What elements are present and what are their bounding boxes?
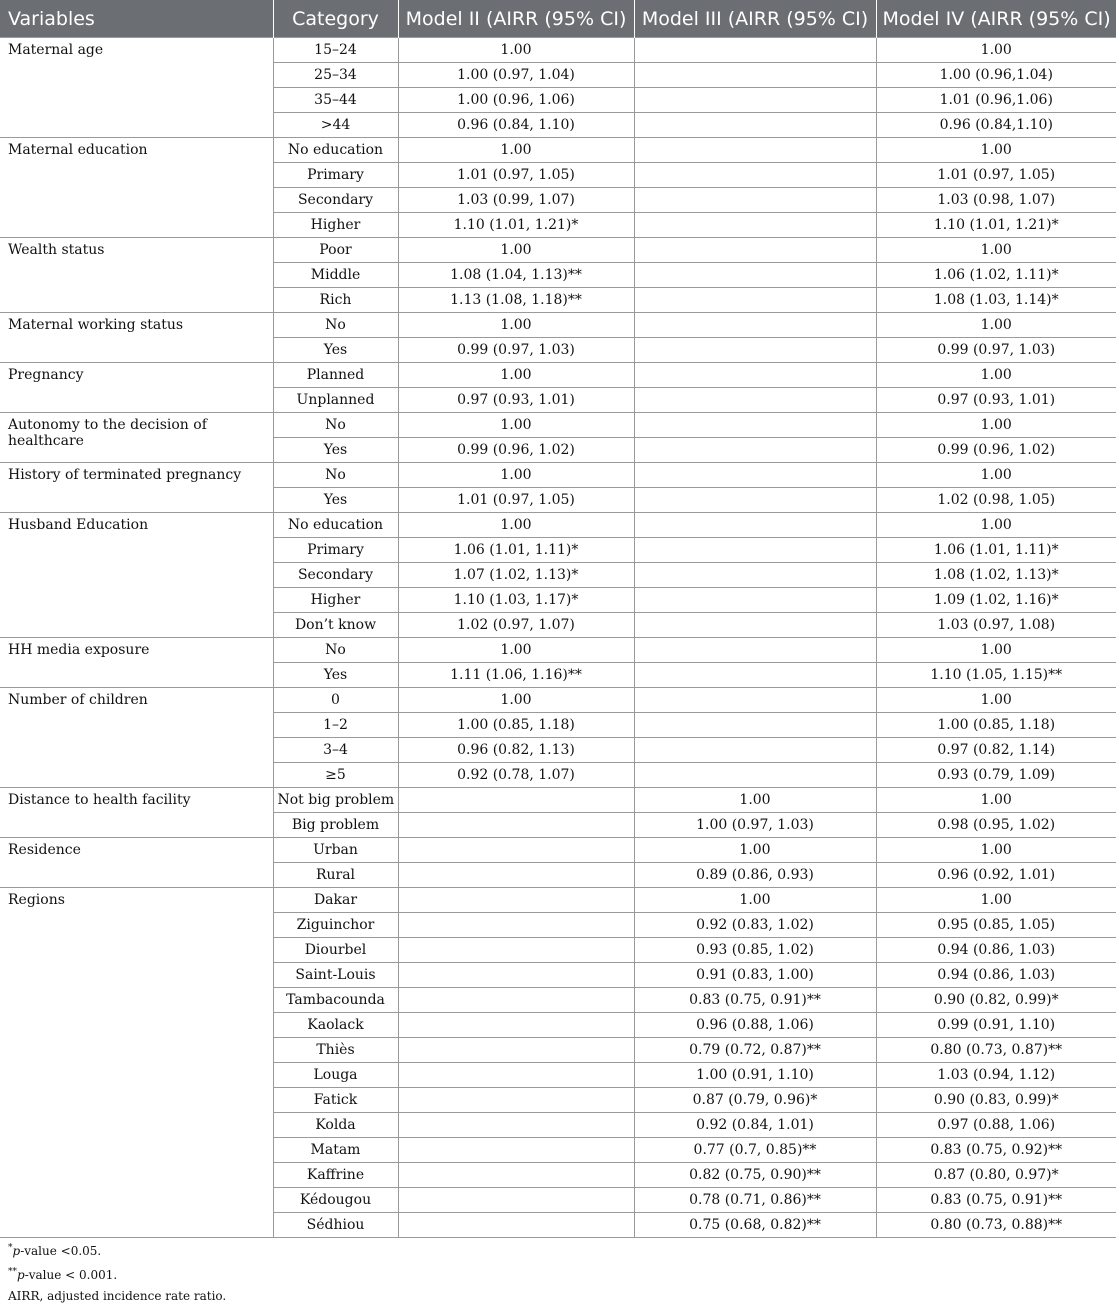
model-iv-cell: 1.00 xyxy=(876,788,1116,813)
model-iii-cell: 0.83 (0.75, 0.91)** xyxy=(634,988,876,1013)
model-iii-cell: 0.77 (0.7, 0.85)** xyxy=(634,1138,876,1163)
model-ii-cell xyxy=(398,1188,634,1213)
model-ii-cell: 1.02 (0.97, 1.07) xyxy=(398,613,634,638)
model-iii-cell xyxy=(634,63,876,88)
category-cell: Matam xyxy=(273,1138,398,1163)
category-cell: 1–2 xyxy=(273,713,398,738)
category-cell: Yes xyxy=(273,338,398,363)
model-ii-cell xyxy=(398,1038,634,1063)
model-iv-cell: 1.06 (1.01, 1.11)* xyxy=(876,538,1116,563)
model-iii-cell xyxy=(634,613,876,638)
model-ii-cell: 1.13 (1.08, 1.18)** xyxy=(398,288,634,313)
model-iv-cell: 0.83 (0.75, 0.92)** xyxy=(876,1138,1116,1163)
model-iv-cell: 0.93 (0.79, 1.09) xyxy=(876,763,1116,788)
model-iii-cell: 0.78 (0.71, 0.86)** xyxy=(634,1188,876,1213)
model-iii-cell: 0.92 (0.84, 1.01) xyxy=(634,1113,876,1138)
model-iv-cell: 1.10 (1.05, 1.15)** xyxy=(876,663,1116,688)
model-ii-cell xyxy=(398,813,634,838)
category-cell: Primary xyxy=(273,163,398,188)
model-iv-cell: 0.99 (0.96, 1.02) xyxy=(876,438,1116,463)
variable-cell: Regions xyxy=(0,888,273,1238)
model-iii-cell xyxy=(634,88,876,113)
model-iii-cell: 0.96 (0.88, 1.06) xyxy=(634,1013,876,1038)
category-cell: >44 xyxy=(273,113,398,138)
model-iv-cell: 1.10 (1.01, 1.21)* xyxy=(876,213,1116,238)
model-ii-cell: 1.11 (1.06, 1.16)** xyxy=(398,663,634,688)
model-iii-cell xyxy=(634,113,876,138)
footnote-airr: AIRR, adjusted incidence rate ratio. xyxy=(8,1289,227,1303)
model-ii-cell xyxy=(398,913,634,938)
model-iii-cell xyxy=(634,713,876,738)
model-iii-cell xyxy=(634,513,876,538)
model-iii-cell xyxy=(634,763,876,788)
model-iv-cell: 1.00 xyxy=(876,238,1116,263)
table-row xyxy=(0,238,1116,263)
model-ii-cell: 0.92 (0.78, 1.07) xyxy=(398,763,634,788)
model-ii-cell xyxy=(398,1163,634,1188)
model-iii-cell xyxy=(634,688,876,713)
model-iv-cell: 1.00 xyxy=(876,413,1116,438)
model-ii-cell: 1.00 xyxy=(398,238,634,263)
variable-cell: History of terminated pregnancy xyxy=(0,463,273,513)
model-iv-cell: 1.09 (1.02, 1.16)* xyxy=(876,588,1116,613)
model-ii-cell xyxy=(398,788,634,813)
model-ii-cell: 1.00 xyxy=(398,313,634,338)
model-iii-cell xyxy=(634,438,876,463)
model-ii-cell: 0.97 (0.93, 1.01) xyxy=(398,388,634,413)
category-cell: Diourbel xyxy=(273,938,398,963)
model-ii-cell xyxy=(398,1088,634,1113)
category-cell: 25–34 xyxy=(273,63,398,88)
model-iv-cell: 0.83 (0.75, 0.91)** xyxy=(876,1188,1116,1213)
model-iii-cell: 0.93 (0.85, 1.02) xyxy=(634,938,876,963)
model-iii-cell xyxy=(634,588,876,613)
model-ii-cell: 1.08 (1.04, 1.13)** xyxy=(398,263,634,288)
table-row xyxy=(0,313,1116,338)
model-ii-cell: 1.01 (0.97, 1.05) xyxy=(398,488,634,513)
category-cell: No education xyxy=(273,138,398,163)
model-ii-cell: 0.96 (0.82, 1.13) xyxy=(398,738,634,763)
category-cell: Don’t know xyxy=(273,613,398,638)
model-iii-cell: 0.79 (0.72, 0.87)** xyxy=(634,1038,876,1063)
model-iv-cell: 1.00 (0.96,1.04) xyxy=(876,63,1116,88)
model-iv-cell: 1.03 (0.98, 1.07) xyxy=(876,188,1116,213)
model-ii-cell: 1.00 xyxy=(398,638,634,663)
model-iv-cell: 1.00 xyxy=(876,638,1116,663)
model-ii-cell xyxy=(398,1213,634,1238)
model-iv-cell: 0.80 (0.73, 0.88)** xyxy=(876,1213,1116,1238)
category-cell: Primary xyxy=(273,538,398,563)
category-cell: No xyxy=(273,463,398,488)
model-ii-cell xyxy=(398,988,634,1013)
model-iv-cell: 0.80 (0.73, 0.87)** xyxy=(876,1038,1116,1063)
model-iv-cell: 0.87 (0.80, 0.97)* xyxy=(876,1163,1116,1188)
category-cell: Ziguinchor xyxy=(273,913,398,938)
table-row xyxy=(0,413,1116,438)
model-ii-cell xyxy=(398,863,634,888)
model-iii-cell xyxy=(634,488,876,513)
header-model-iv: Model IV (AIRR (95% CI) xyxy=(876,0,1116,38)
footnote-p001: **p-value < 0.001. xyxy=(8,1267,118,1282)
variable-cell: Distance to health facility xyxy=(0,788,273,838)
model-iii-cell xyxy=(634,738,876,763)
model-iv-cell: 1.08 (1.02, 1.13)* xyxy=(876,563,1116,588)
model-ii-cell: 1.00 (0.97, 1.04) xyxy=(398,63,634,88)
category-cell: 0 xyxy=(273,688,398,713)
model-iv-cell: 1.01 (0.96,1.06) xyxy=(876,88,1116,113)
model-ii-cell: 1.00 xyxy=(398,513,634,538)
model-ii-cell xyxy=(398,1063,634,1088)
model-iv-cell: 0.98 (0.95, 1.02) xyxy=(876,813,1116,838)
model-ii-cell: 1.10 (1.03, 1.17)* xyxy=(398,588,634,613)
model-iii-cell: 0.75 (0.68, 0.82)** xyxy=(634,1213,876,1238)
variable-cell: Number of children xyxy=(0,688,273,788)
table-row xyxy=(0,638,1116,663)
model-iv-cell: 1.00 xyxy=(876,463,1116,488)
category-cell: Rural xyxy=(273,863,398,888)
model-iv-cell: 1.00 xyxy=(876,688,1116,713)
category-cell: Saint-Louis xyxy=(273,963,398,988)
model-iii-cell xyxy=(634,363,876,388)
model-iii-cell: 0.87 (0.79, 0.96)* xyxy=(634,1088,876,1113)
model-ii-cell xyxy=(398,1013,634,1038)
model-ii-cell xyxy=(398,1113,634,1138)
category-cell: Kaffrine xyxy=(273,1163,398,1188)
model-ii-cell: 1.00 xyxy=(398,413,634,438)
model-iii-cell: 0.89 (0.86, 0.93) xyxy=(634,863,876,888)
category-cell: No xyxy=(273,638,398,663)
category-cell: Yes xyxy=(273,438,398,463)
category-cell: 15–24 xyxy=(273,38,398,63)
category-cell: Kédougou xyxy=(273,1188,398,1213)
category-cell: No xyxy=(273,413,398,438)
model-ii-cell: 1.03 (0.99, 1.07) xyxy=(398,188,634,213)
variable-cell: Wealth status xyxy=(0,238,273,313)
model-iii-cell xyxy=(634,138,876,163)
model-iii-cell xyxy=(634,463,876,488)
variable-cell: Autonomy to the decision of healthcare xyxy=(0,413,273,463)
model-iii-cell xyxy=(634,663,876,688)
model-iii-cell: 1.00 (0.97, 1.03) xyxy=(634,813,876,838)
model-iii-cell xyxy=(634,38,876,63)
variable-cell: Maternal age xyxy=(0,38,273,138)
model-iv-cell: 1.08 (1.03, 1.14)* xyxy=(876,288,1116,313)
header-model-ii: Model II (AIRR (95% CI) xyxy=(398,0,634,38)
model-ii-cell: 1.01 (0.97, 1.05) xyxy=(398,163,634,188)
model-iii-cell xyxy=(634,288,876,313)
variable-cell: Residence xyxy=(0,838,273,888)
model-ii-cell: 0.96 (0.84, 1.10) xyxy=(398,113,634,138)
header-row xyxy=(0,0,1116,38)
model-iii-cell xyxy=(634,238,876,263)
model-ii-cell: 1.10 (1.01, 1.21)* xyxy=(398,213,634,238)
category-cell: Sédhiou xyxy=(273,1213,398,1238)
table-row xyxy=(0,513,1116,538)
category-cell: Middle xyxy=(273,263,398,288)
category-cell: No education xyxy=(273,513,398,538)
model-iv-cell: 1.03 (0.97, 1.08) xyxy=(876,613,1116,638)
category-cell: Rich xyxy=(273,288,398,313)
table-row xyxy=(0,38,1116,63)
model-iv-cell: 1.06 (1.02, 1.11)* xyxy=(876,263,1116,288)
variable-cell: Maternal working status xyxy=(0,313,273,363)
model-iii-cell: 1.00 xyxy=(634,838,876,863)
category-cell: Secondary xyxy=(273,188,398,213)
category-cell: Higher xyxy=(273,213,398,238)
table-body xyxy=(0,38,1116,1238)
category-cell: ≥5 xyxy=(273,763,398,788)
category-cell: Yes xyxy=(273,488,398,513)
table-row xyxy=(0,788,1116,813)
model-iv-cell: 0.97 (0.93, 1.01) xyxy=(876,388,1116,413)
header-variables: Variables xyxy=(0,0,273,38)
model-ii-cell xyxy=(398,938,634,963)
model-iv-cell: 1.00 xyxy=(876,138,1116,163)
model-ii-cell: 1.00 xyxy=(398,138,634,163)
category-cell: Kolda xyxy=(273,1113,398,1138)
model-iii-cell xyxy=(634,188,876,213)
model-iv-cell: 0.94 (0.86, 1.03) xyxy=(876,963,1116,988)
table-row xyxy=(0,838,1116,863)
model-iv-cell: 1.00 (0.85, 1.18) xyxy=(876,713,1116,738)
header-category: Category xyxy=(273,0,398,38)
category-cell: Kaolack xyxy=(273,1013,398,1038)
model-iv-cell: 0.97 (0.82, 1.14) xyxy=(876,738,1116,763)
table-row xyxy=(0,363,1116,388)
variable-cell: HH media exposure xyxy=(0,638,273,688)
model-ii-cell xyxy=(398,963,634,988)
model-iii-cell xyxy=(634,563,876,588)
model-iv-cell: 0.97 (0.88, 1.06) xyxy=(876,1113,1116,1138)
model-iv-cell: 1.00 xyxy=(876,513,1116,538)
model-iii-cell xyxy=(634,338,876,363)
category-cell: Poor xyxy=(273,238,398,263)
category-cell: Louga xyxy=(273,1063,398,1088)
model-iv-cell: 0.99 (0.97, 1.03) xyxy=(876,338,1116,363)
model-iv-cell: 0.99 (0.91, 1.10) xyxy=(876,1013,1116,1038)
header-model-iii: Model III (AIRR (95% CI) xyxy=(634,0,876,38)
category-cell: Secondary xyxy=(273,563,398,588)
model-iv-cell: 0.90 (0.83, 0.99)* xyxy=(876,1088,1116,1113)
model-ii-cell xyxy=(398,1138,634,1163)
model-ii-cell: 1.00 xyxy=(398,463,634,488)
model-ii-cell: 1.00 xyxy=(398,363,634,388)
category-cell: 35–44 xyxy=(273,88,398,113)
model-ii-cell xyxy=(398,888,634,913)
model-ii-cell: 1.06 (1.01, 1.11)* xyxy=(398,538,634,563)
model-iii-cell xyxy=(634,388,876,413)
variable-cell: Pregnancy xyxy=(0,363,273,413)
category-cell: Not big problem xyxy=(273,788,398,813)
model-iv-cell: 0.96 (0.84,1.10) xyxy=(876,113,1116,138)
footnote-p05: *p-value <0.05. xyxy=(8,1243,102,1258)
model-ii-cell: 1.00 xyxy=(398,688,634,713)
model-iv-cell: 0.95 (0.85, 1.05) xyxy=(876,913,1116,938)
category-cell: Higher xyxy=(273,588,398,613)
model-iv-cell: 1.00 xyxy=(876,838,1116,863)
category-cell: No xyxy=(273,313,398,338)
category-cell: Tambacounda xyxy=(273,988,398,1013)
model-iv-cell: 1.01 (0.97, 1.05) xyxy=(876,163,1116,188)
model-iii-cell: 1.00 xyxy=(634,888,876,913)
table-row xyxy=(0,138,1116,163)
category-cell: Big problem xyxy=(273,813,398,838)
model-iii-cell: 0.82 (0.75, 0.90)** xyxy=(634,1163,876,1188)
model-iv-cell: 1.00 xyxy=(876,38,1116,63)
table-row xyxy=(0,688,1116,713)
model-iii-cell: 1.00 xyxy=(634,788,876,813)
category-cell: Urban xyxy=(273,838,398,863)
category-cell: Yes xyxy=(273,663,398,688)
model-iii-cell: 1.00 (0.91, 1.10) xyxy=(634,1063,876,1088)
category-cell: Thiès xyxy=(273,1038,398,1063)
model-ii-cell: 0.99 (0.97, 1.03) xyxy=(398,338,634,363)
model-iv-cell: 0.96 (0.92, 1.01) xyxy=(876,863,1116,888)
model-iv-cell: 1.03 (0.94, 1.12) xyxy=(876,1063,1116,1088)
model-iii-cell: 0.92 (0.83, 1.02) xyxy=(634,913,876,938)
variable-cell: Husband Education xyxy=(0,513,273,638)
model-iv-cell: 1.00 xyxy=(876,363,1116,388)
model-iii-cell xyxy=(634,213,876,238)
category-cell: Fatick xyxy=(273,1088,398,1113)
model-iii-cell xyxy=(634,413,876,438)
model-ii-cell: 1.00 (0.96, 1.06) xyxy=(398,88,634,113)
model-iii-cell xyxy=(634,263,876,288)
model-ii-cell: 1.00 xyxy=(398,38,634,63)
table-row xyxy=(0,888,1116,913)
model-iii-cell xyxy=(634,538,876,563)
model-ii-cell: 1.07 (1.02, 1.13)* xyxy=(398,563,634,588)
category-cell: Dakar xyxy=(273,888,398,913)
model-iv-cell: 1.00 xyxy=(876,313,1116,338)
model-iii-cell xyxy=(634,638,876,663)
category-cell: 3–4 xyxy=(273,738,398,763)
model-ii-cell: 0.99 (0.96, 1.02) xyxy=(398,438,634,463)
category-cell: Unplanned xyxy=(273,388,398,413)
model-iv-cell: 0.90 (0.82, 0.99)* xyxy=(876,988,1116,1013)
model-ii-cell: 1.00 (0.85, 1.18) xyxy=(398,713,634,738)
model-iii-cell xyxy=(634,163,876,188)
model-iii-cell xyxy=(634,313,876,338)
model-iv-cell: 1.02 (0.98, 1.05) xyxy=(876,488,1116,513)
model-iv-cell: 0.94 (0.86, 1.03) xyxy=(876,938,1116,963)
model-iii-cell: 0.91 (0.83, 1.00) xyxy=(634,963,876,988)
variable-cell: Maternal education xyxy=(0,138,273,238)
model-iv-cell: 1.00 xyxy=(876,888,1116,913)
table-row xyxy=(0,463,1116,488)
footnotes xyxy=(8,1238,226,1307)
model-ii-cell xyxy=(398,838,634,863)
category-cell: Planned xyxy=(273,363,398,388)
